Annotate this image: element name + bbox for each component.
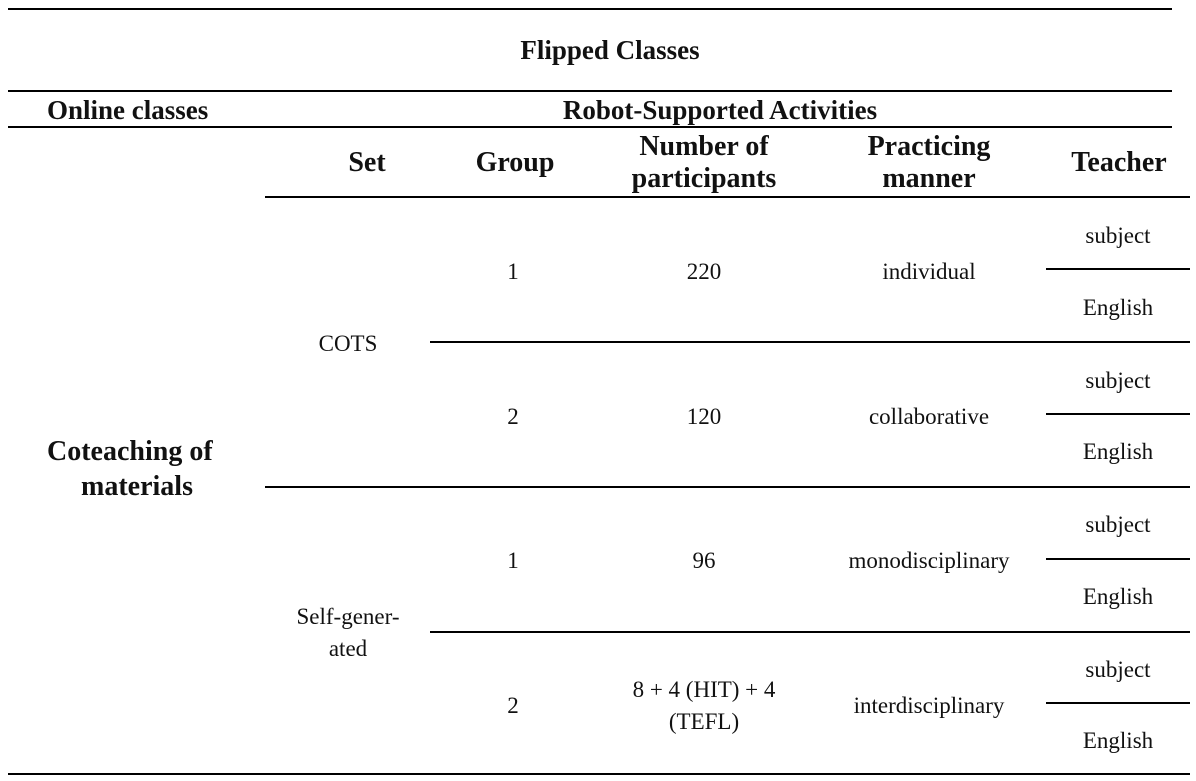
participants-count-line1: 8 + 4 (HIT) + 4 xyxy=(632,677,776,702)
teacher-divider xyxy=(1046,413,1190,415)
teacher-subject: subject xyxy=(1085,657,1151,682)
column-header-participants-line1: Number of xyxy=(639,131,769,162)
set-divider xyxy=(265,486,1190,488)
top-rule xyxy=(8,8,1172,10)
cots-group-divider xyxy=(430,341,1190,343)
column-header-manner-line2: manner xyxy=(882,163,976,194)
participants-count: 220 xyxy=(686,259,722,284)
participants-count-line2: (TEFL) xyxy=(668,709,740,734)
group-number: 1 xyxy=(507,548,519,573)
column-header-group: Group xyxy=(475,147,555,178)
header-rule xyxy=(8,126,1172,128)
row-label-line1: Coteaching of xyxy=(47,436,213,467)
teacher-subject: subject xyxy=(1085,368,1151,393)
teacher-english: English xyxy=(1082,295,1154,320)
teacher-subject: subject xyxy=(1085,223,1151,248)
teacher-english: English xyxy=(1082,439,1154,464)
teacher-english: English xyxy=(1082,728,1154,753)
set-name-line2: ated xyxy=(328,636,368,661)
online-classes-header: Online classes xyxy=(47,95,209,125)
column-header-set: Set xyxy=(348,147,386,178)
set-name: COTS xyxy=(318,331,378,356)
column-header-manner-line1: Practicing xyxy=(867,131,991,162)
group-number: 2 xyxy=(507,693,519,718)
participants-count: 120 xyxy=(686,404,722,429)
column-header-rule xyxy=(265,196,1190,198)
practicing-manner: individual xyxy=(882,259,976,284)
self-generated-group-divider xyxy=(430,631,1190,633)
teacher-divider xyxy=(1046,558,1190,560)
row-label-line2: materials xyxy=(81,471,193,502)
practicing-manner: monodisciplinary xyxy=(848,548,1010,573)
group-number: 1 xyxy=(507,259,519,284)
title-rule xyxy=(8,90,1172,92)
practicing-manner: collaborative xyxy=(868,404,990,429)
bottom-rule xyxy=(8,773,1190,775)
group-number: 2 xyxy=(507,404,519,429)
column-header-participants-line2: participants xyxy=(631,163,777,194)
teacher-subject: subject xyxy=(1085,512,1151,537)
robot-supported-header: Robot-Supported Activities xyxy=(562,95,878,125)
teacher-english: English xyxy=(1082,584,1154,609)
set-name-line1: Self-gener- xyxy=(296,604,400,629)
teacher-divider xyxy=(1046,268,1190,270)
practicing-manner: interdisciplinary xyxy=(853,693,1005,718)
table-title: Flipped Classes xyxy=(520,35,700,65)
participants-count: 96 xyxy=(692,548,716,573)
column-header-teacher: Teacher xyxy=(1071,147,1167,178)
teacher-divider xyxy=(1046,702,1190,704)
